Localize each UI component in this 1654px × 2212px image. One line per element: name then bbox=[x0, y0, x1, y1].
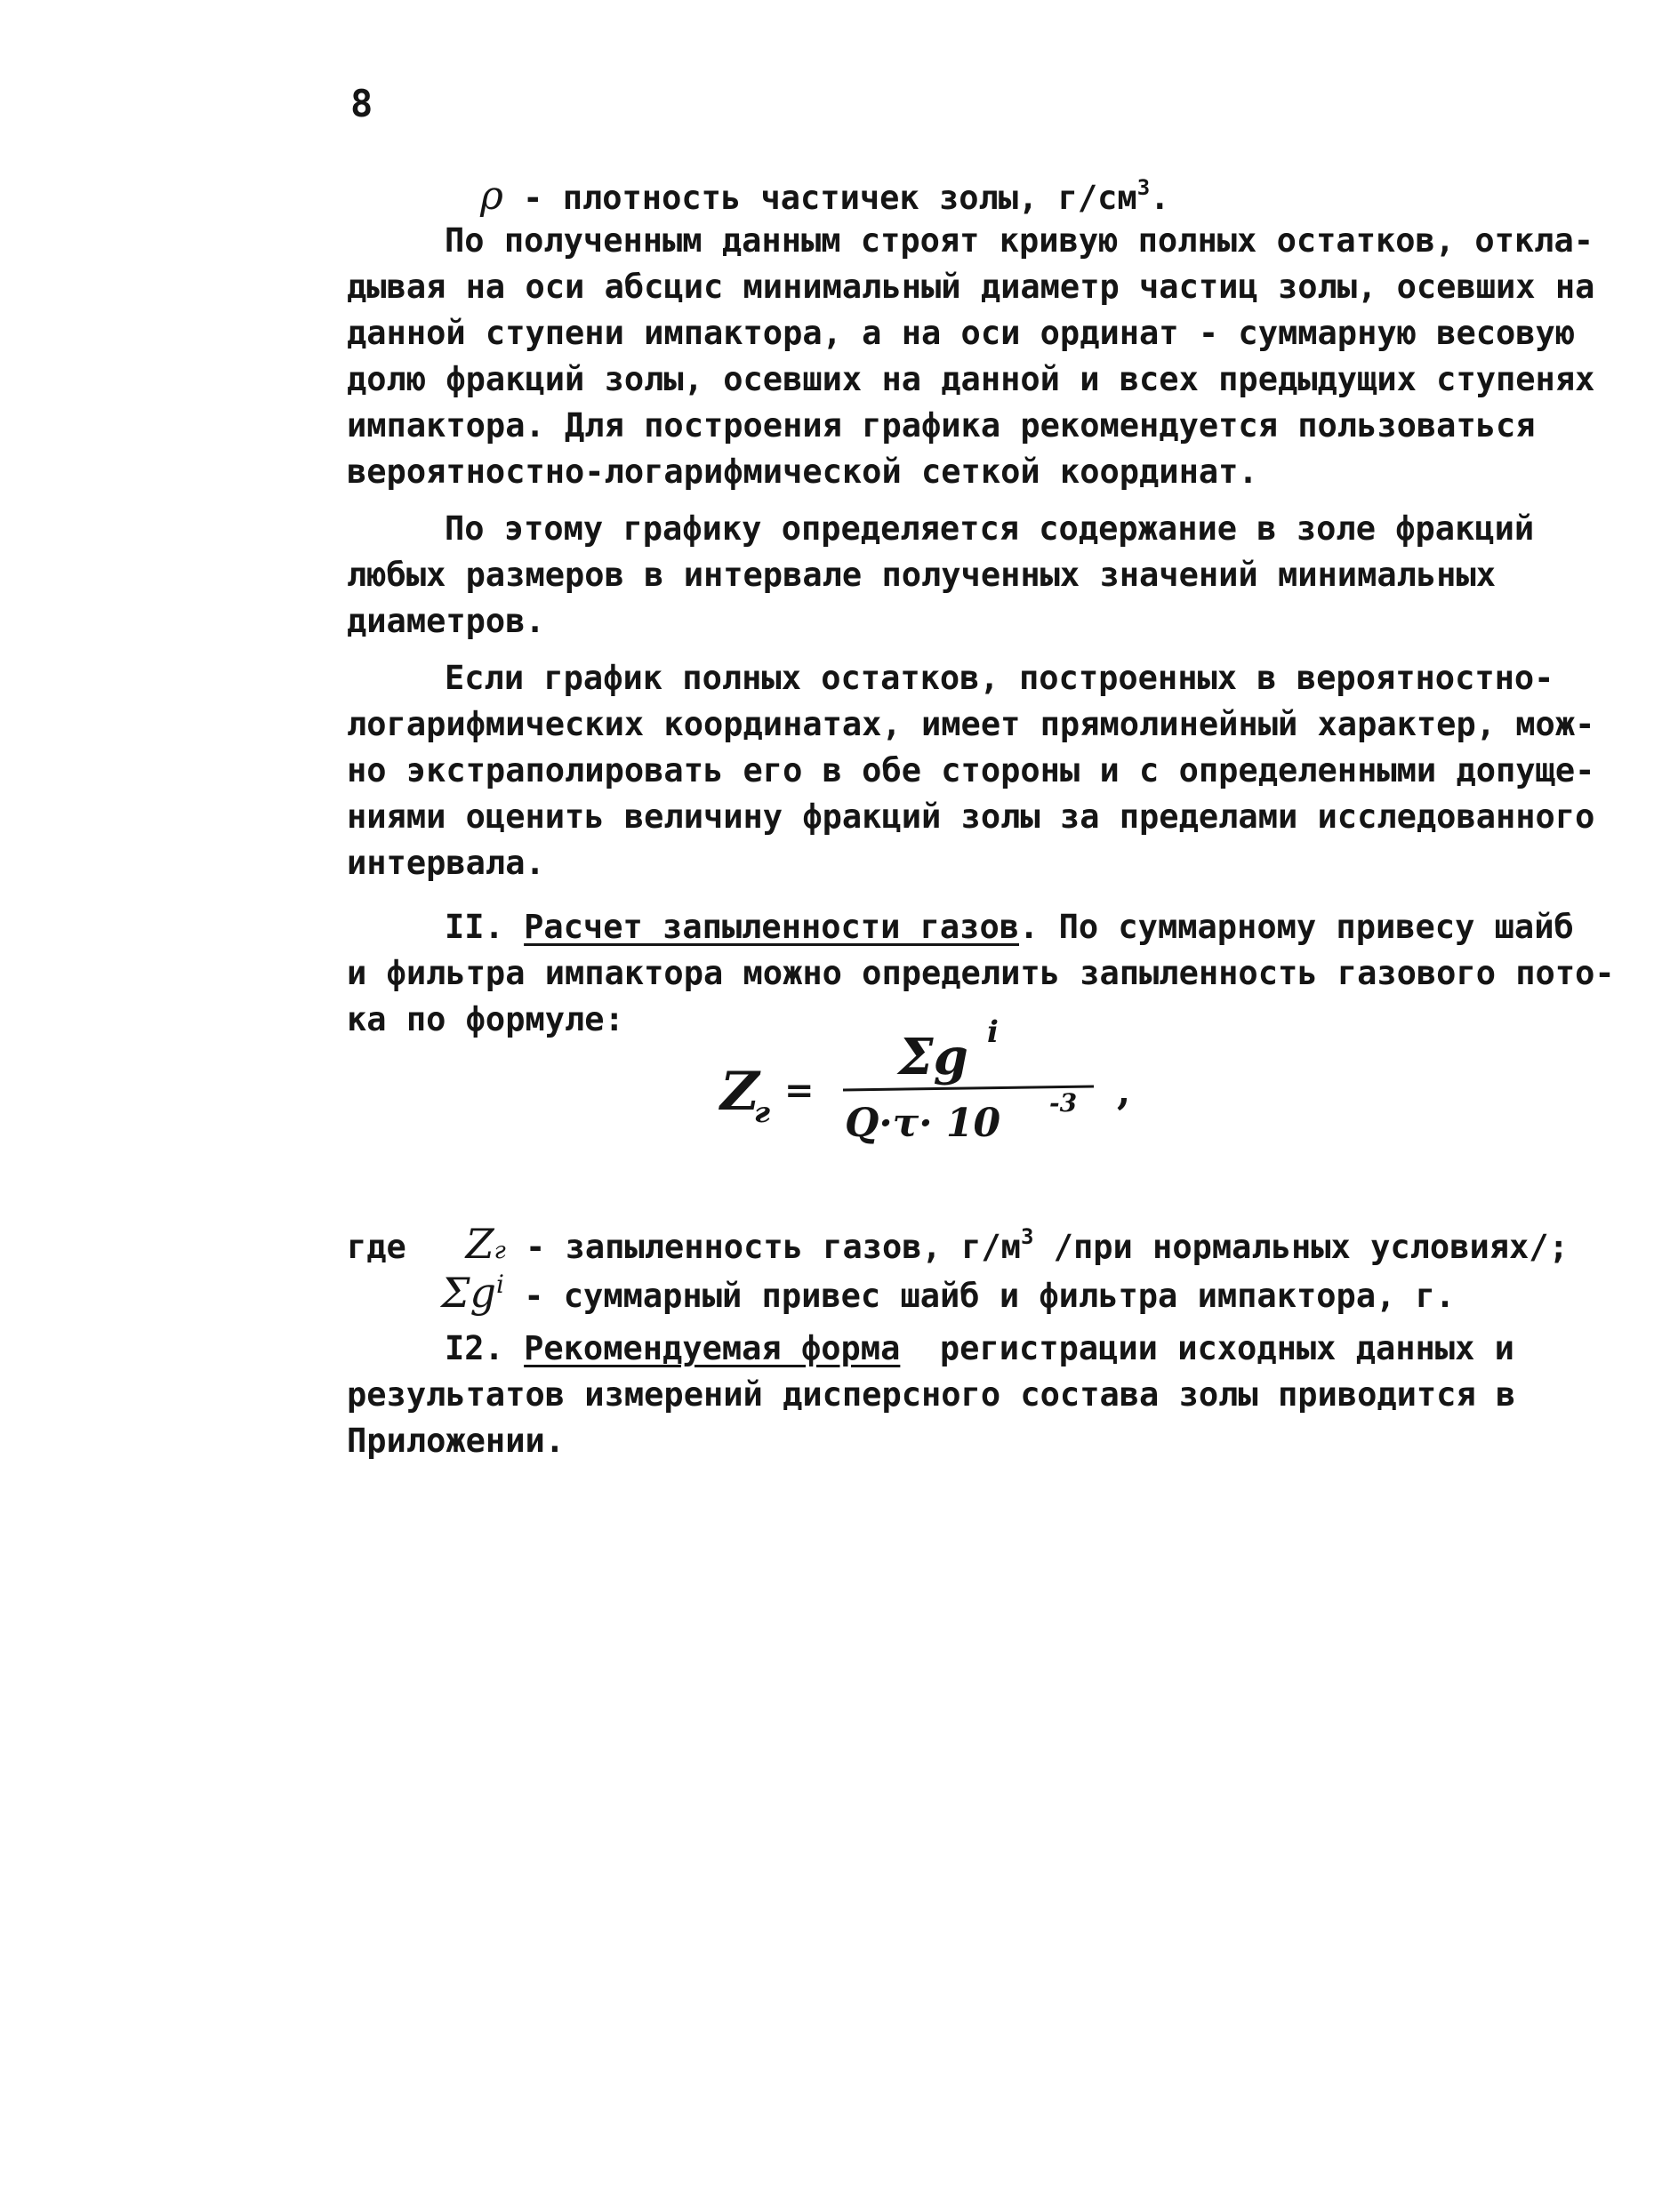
formula-numerator: Σg bbox=[898, 1028, 968, 1086]
section-11-line-1-rest: . По суммарному привесу шайб bbox=[1019, 908, 1574, 946]
where-item-1-exponent: 3 bbox=[1020, 1224, 1034, 1249]
where-symbol-z-subscript: г bbox=[494, 1238, 506, 1264]
paragraph-3-line: ниями оценить величину фракций золы за пределами исследованного bbox=[347, 797, 1595, 836]
section-11-heading-line bbox=[445, 907, 1574, 948]
section-12-line-1-rest: регистрации исходных данных и bbox=[900, 1329, 1514, 1367]
formula-lhs-subscript: г bbox=[754, 1095, 770, 1129]
paragraph-3-line: Если график полных остатков, построенных в вероятностно- bbox=[445, 659, 1554, 697]
rho-definition-line bbox=[480, 167, 1169, 219]
rho-definition-text: - плотность частичек золы, г/см bbox=[502, 179, 1137, 217]
where-item-1-text: - запыленность газов, г/м bbox=[505, 1228, 1021, 1266]
where-symbol-z: Z bbox=[465, 1220, 494, 1268]
page-number: 8 bbox=[350, 82, 373, 125]
section-12-heading-line bbox=[445, 1328, 1514, 1369]
formula-numerator-superscript: i bbox=[987, 1014, 999, 1050]
where-item-2-text: - суммарный привес шайб и фильтра импактора, г. bbox=[503, 1277, 1456, 1315]
rho-symbol: ρ bbox=[480, 173, 503, 219]
formula-denominator: Q·τ· 10 bbox=[845, 1101, 1001, 1146]
paragraph-1-line: вероятностно-логарифмической сеткой координат. bbox=[347, 453, 1258, 491]
paragraph-3-line: логарифмических координатах, имеет прямолинейный характер, мож- bbox=[347, 705, 1595, 743]
section-11-title: Расчет запыленности газов bbox=[524, 908, 1020, 946]
section-11-line: и фильтра импактора можно определить запыленность газового пото- bbox=[347, 954, 1615, 992]
section-11-number: II. bbox=[445, 908, 525, 946]
paragraph-1-line: данной ступени импактора, а на оси ординат - суммарную весовую bbox=[347, 314, 1576, 352]
paragraph-1-line: По полученным данным строят кривую полных остатков, отклa- bbox=[445, 221, 1594, 260]
where-symbol-sum-g-superscript: i bbox=[495, 1270, 504, 1299]
paragraph-3-line: но экстраполировать его в обе стороны и с определенными допуще- bbox=[347, 751, 1595, 789]
paragraph-2-line: диаметров. bbox=[347, 602, 545, 640]
paragraph-1-line: дывая на оси абсцис минимальный диаметр частиц золы, осевших на bbox=[347, 268, 1595, 306]
section-12-number: I2. bbox=[445, 1329, 525, 1367]
section-12-title: Рекомендуемая форма bbox=[524, 1329, 901, 1367]
formula-trailing-comma: , bbox=[1117, 1069, 1131, 1114]
where-word: где bbox=[347, 1228, 406, 1266]
rho-line-end: . bbox=[1150, 179, 1170, 217]
formula-lhs: Z bbox=[720, 1061, 759, 1123]
where-symbol-sum-g: Σg bbox=[441, 1269, 496, 1317]
formula-equals: = bbox=[784, 1070, 815, 1111]
section-12-line: Приложении. bbox=[347, 1422, 566, 1460]
where-item-1-tail: /при нормальных условиях/; bbox=[1033, 1228, 1569, 1266]
paragraph-1-line: долю фракций золы, осевших на данной и всех предыдущих ступенях bbox=[347, 360, 1595, 398]
rho-unit-exponent: 3 bbox=[1136, 175, 1151, 200]
paragraph-2-line: По этому графику определяется содержание в золе фракций bbox=[445, 509, 1535, 548]
paragraph-3-line: интервала. bbox=[347, 844, 545, 882]
formula-denominator-superscript: -3 bbox=[1049, 1088, 1078, 1118]
where-line-2 bbox=[441, 1264, 1455, 1317]
section-11-line: ка по формуле: bbox=[347, 1000, 624, 1038]
paragraph-1-line: импактора. Для построения графика рекомендуется пользоваться bbox=[347, 406, 1536, 445]
dust-concentration-formula bbox=[711, 1005, 1174, 1174]
paragraph-2-line: любых размеров в интервале полученных значений минимальных bbox=[347, 556, 1497, 594]
section-12-line: результатов измерений дисперсного состава золы приводится в bbox=[347, 1375, 1516, 1414]
where-line-1 bbox=[347, 1216, 1569, 1271]
